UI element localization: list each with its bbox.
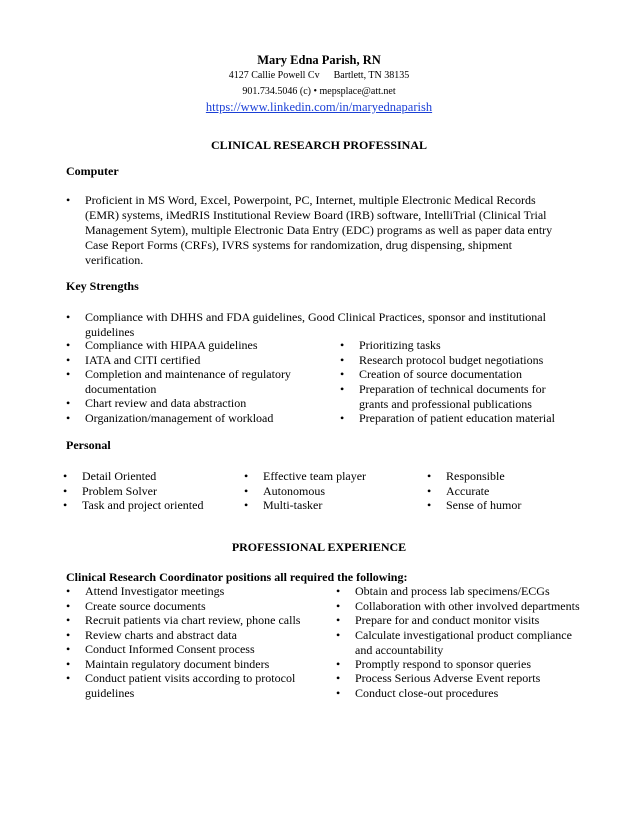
strength-item: [85, 367, 291, 397]
personal-item: [82, 484, 157, 499]
personal-heading: Personal: [66, 438, 111, 452]
computer-heading: Computer: [66, 164, 119, 178]
computer-line: Case Report Forms (CRFs), IVRS systems for randomization, drug dispensing, shipment: [85, 238, 512, 252]
experience-text: • Recruit patients via chart review, phone calls: [85, 613, 301, 627]
personal-text: • Problem Solver: [82, 484, 157, 498]
experience-item: [85, 628, 237, 643]
computer-line: (EMR) systems, iMedRIS Institutional Review Board (IRB) software, IntelliTrial (Clinical Trial: [85, 208, 547, 222]
experience-text: • Collaboration with other involved departments: [355, 599, 580, 613]
personal-text: • Multi-tasker: [263, 498, 323, 512]
city-state-zip: Bartlett, TN 38135: [333, 70, 410, 81]
computer-line: verification.: [85, 253, 144, 267]
experience-text: • Obtain and process lab specimens/ECGs: [355, 584, 550, 598]
personal-text: • Accurate: [446, 484, 490, 498]
personal-text: • Autonomous: [263, 484, 326, 498]
experience-text: • Promptly respond to sponsor queries: [355, 657, 531, 671]
strength-text: • Research protocol budget negotiations: [359, 353, 544, 367]
experience-text: • Create source documents: [85, 599, 206, 613]
personal-item: [446, 498, 521, 513]
experience-item: [355, 657, 531, 672]
strength-text: • Chart review and data abstraction: [85, 396, 247, 410]
strength-text: • Compliance with HIPAA guidelines: [85, 338, 258, 352]
personal-item: [263, 484, 325, 499]
linkedin-link[interactable]: https://www.linkedin.com/in/maryednaparish: [205, 100, 433, 114]
experience-text: • Conduct patient visits according to protocol: [85, 671, 296, 685]
computer-line: • Proficient in MS Word, Excel, Powerpoint, PC, Internet, multiple Electronic Medical Records: [85, 193, 536, 207]
personal-text: • Sense of humor: [446, 498, 522, 512]
strength-item: [359, 353, 543, 368]
experience-item: [85, 642, 255, 657]
strength-text: • Completion and maintenance of regulatory: [85, 367, 291, 381]
personal-item: [82, 498, 203, 513]
strength-item: [359, 382, 546, 412]
experience-item: [355, 599, 580, 614]
experience-heading: PROFESSIONAL EXPERIENCE: [231, 540, 407, 554]
strength-item: [85, 411, 273, 426]
experience-text: • Conduct Informed Consent process: [85, 642, 255, 656]
experience-item: [355, 628, 572, 658]
experience-text: • Prepare for and conduct monitor visits: [355, 613, 540, 627]
experience-item: [85, 599, 206, 614]
experience-item: [355, 686, 498, 701]
experience-text: • Calculate investigational product compliance: [355, 628, 572, 642]
strength-text: • IATA and CITI certified: [85, 353, 201, 367]
phone-email-line: 901.734.5046 (c) • mepsplace@att.net: [242, 86, 396, 97]
street-address: 4127 Callie Powell Cv: [228, 70, 320, 81]
experience-item: [355, 671, 540, 686]
key-strengths-heading: Key Strengths: [66, 279, 139, 293]
personal-item: [446, 484, 489, 499]
experience-item: [85, 613, 300, 628]
experience-item: [85, 671, 295, 701]
experience-item: [355, 584, 550, 599]
experience-item: [85, 584, 224, 599]
strength-text: • Prioritizing tasks: [359, 338, 441, 352]
personal-item: [446, 469, 505, 484]
computer-bullet: [85, 193, 552, 268]
strength-item: [85, 310, 546, 340]
experience-text: • Maintain regulatory document binders: [85, 657, 270, 671]
strength-item: [359, 338, 441, 353]
strength-text: • Organization/management of workload: [85, 411, 274, 425]
experience-text: • Process Serious Adverse Event reports: [355, 671, 541, 685]
experience-item: [355, 613, 539, 628]
strength-text: • Compliance with DHHS and FDA guidelines, Good Clinical Practices, sponsor and institutional: [85, 310, 546, 324]
strength-item: [85, 396, 246, 411]
personal-text: • Responsible: [446, 469, 505, 483]
personal-item: [82, 469, 156, 484]
experience-text: • Conduct close-out procedures: [355, 686, 499, 700]
strength-text: guidelines: [85, 325, 135, 339]
strength-item: [359, 367, 522, 382]
resume-title: CLINICAL RESEARCH PROFESSINAL: [210, 138, 428, 152]
strength-text: documentation: [85, 382, 157, 396]
strength-item: [85, 338, 258, 353]
personal-item: [263, 498, 322, 513]
experience-text: • Attend Investigator meetings: [85, 584, 225, 598]
experience-subheading: Clinical Research Coordinator positions all required the following:: [66, 570, 408, 584]
strength-text: grants and professional publications: [359, 397, 532, 411]
strength-item: [85, 353, 200, 368]
strength-text: • Preparation of patient education material: [359, 411, 555, 425]
experience-text: and accountability: [355, 643, 444, 657]
candidate-name: Mary Edna Parish, RN: [257, 53, 381, 67]
experience-text: • Review charts and abstract data: [85, 628, 237, 642]
strength-item: [359, 411, 555, 426]
personal-text: • Effective team player: [263, 469, 367, 483]
personal-text: • Detail Oriented: [82, 469, 157, 483]
strength-text: • Creation of source documentation: [359, 367, 522, 381]
experience-item: [85, 657, 269, 672]
experience-text: guidelines: [85, 686, 135, 700]
strength-text: • Preparation of technical documents for: [359, 382, 546, 396]
address-line: [0, 70, 638, 81]
computer-line: Management Sytem), multiple Electronic Data Entry (EDC) programs as well as paper data entry: [85, 223, 553, 237]
personal-text: • Task and project oriented: [82, 498, 204, 512]
personal-item: [263, 469, 366, 484]
